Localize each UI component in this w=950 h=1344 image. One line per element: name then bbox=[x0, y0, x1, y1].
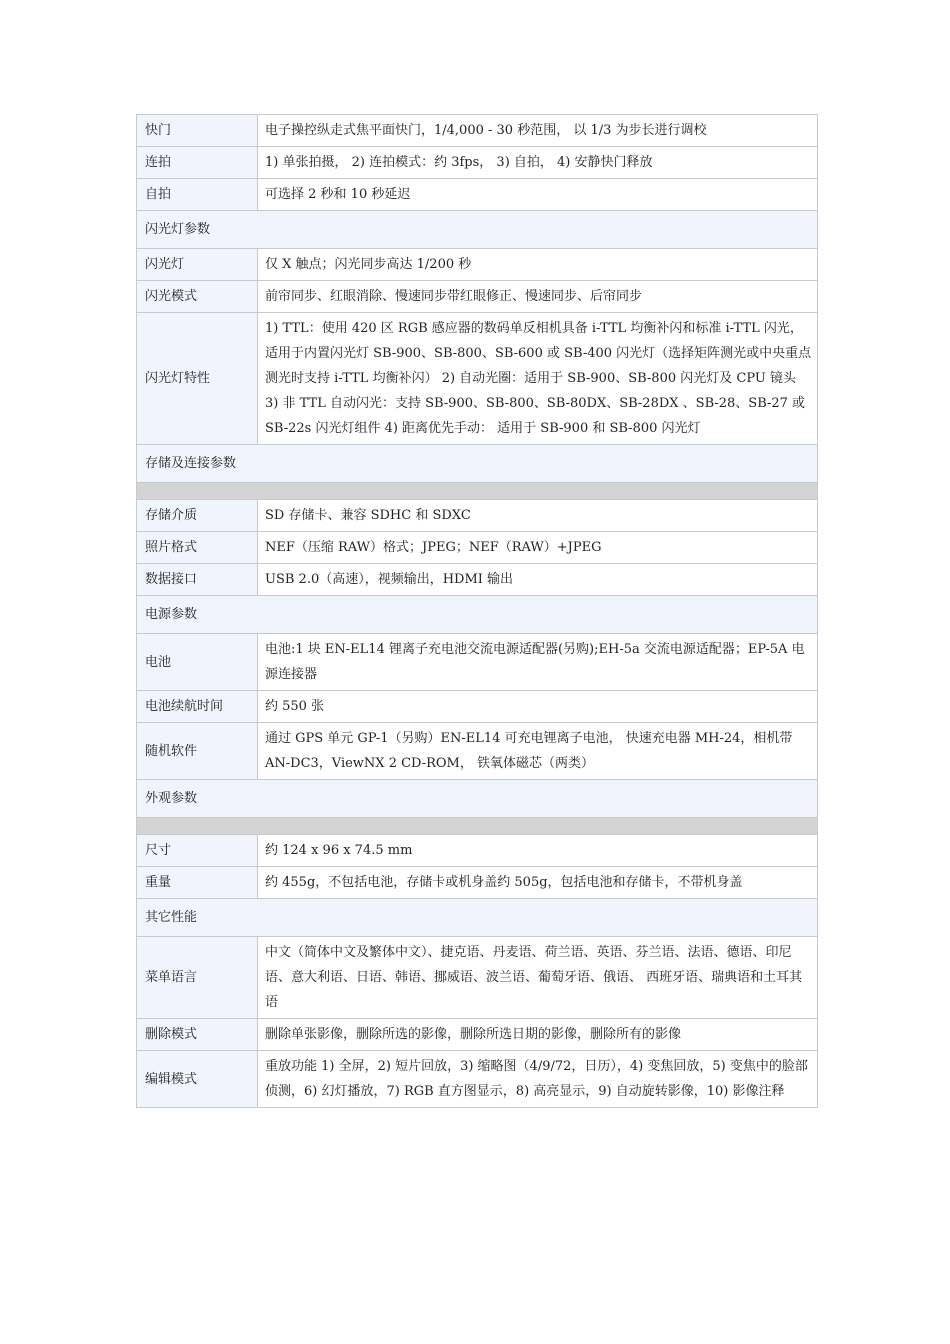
spec-row bbox=[137, 115, 818, 147]
spec-row bbox=[137, 1051, 818, 1108]
spec-row bbox=[137, 867, 818, 899]
spec-label: 连拍 bbox=[137, 147, 258, 179]
spec-row bbox=[137, 634, 818, 691]
spec-label: 快门 bbox=[137, 115, 258, 147]
spec-row bbox=[137, 532, 818, 564]
spec-row bbox=[137, 1019, 818, 1051]
spacer-cell bbox=[137, 818, 818, 835]
spec-label: 重量 bbox=[137, 867, 258, 899]
spec-table bbox=[136, 114, 818, 1108]
spec-value: 可选择 2 秒和 10 秒延迟 bbox=[258, 179, 818, 211]
spec-value: 约 455g，不包括电池，存储卡或机身盖约 505g，包括电池和存储卡，不带机身盖 bbox=[258, 867, 818, 899]
section-header: 电源参数 bbox=[137, 596, 818, 634]
spec-label: 存储介质 bbox=[137, 500, 258, 532]
spec-value: 重放功能 1) 全屏，2) 短片回放，3) 缩略图（4/9/72，日历），4) 变焦回放，5) 变焦中的脸部侦测，6) 幻灯播放，7) RGB 直方图显示，8) 高亮显示，9) 自动旋转影像，10) 影像注释 bbox=[258, 1051, 818, 1108]
spec-row bbox=[137, 564, 818, 596]
spec-label: 电池 bbox=[137, 634, 258, 691]
section-header-row bbox=[137, 596, 818, 634]
section-header-row bbox=[137, 445, 818, 483]
spec-row bbox=[137, 281, 818, 313]
spec-value: 通过 GPS 单元 GP-1（另购）EN-EL14 可充电锂离子电池， 快速充电器 MH-24，相机带 AN-DC3，ViewNX 2 CD-ROM， 铁氧体磁芯（两类） bbox=[258, 723, 818, 780]
spec-row bbox=[137, 937, 818, 1019]
spec-value: 仅 X 触点；闪光同步高达 1/200 秒 bbox=[258, 249, 818, 281]
spec-row bbox=[137, 500, 818, 532]
spacer-row bbox=[137, 483, 818, 500]
section-header-row bbox=[137, 780, 818, 818]
spec-value: SD 存储卡、兼容 SDHC 和 SDXC bbox=[258, 500, 818, 532]
spec-label: 尺寸 bbox=[137, 835, 258, 867]
spec-value: 1) TTL：使用 420 区 RGB 感应器的数码单反相机具备 i-TTL 均衡补闪和标准 i-TTL 闪光，适用于内置闪光灯 SB-900、SB-800、SB-600 或 SB-400 闪光灯（选择矩阵测光或中央重点测光时支持 i-TTL 均衡补闪） 2) 自动光圈：适用于 SB-900、SB-800 闪光灯及 CPU 镜头 3) 非 TTL 自动闪光：支持 SB-900、SB-800、SB-80DX、SB-28DX 、SB-28、SB-27 或 SB-22s 闪光灯组件 4) 距离优先手动： 适用于 SB-900 和 SB-800 闪光灯 bbox=[258, 313, 818, 445]
spacer-row bbox=[137, 818, 818, 835]
spec-value: 中文（简体中文及繁体中文）、捷克语、丹麦语、荷兰语、英语、芬兰语、法语、德语、印尼语、意大利语、日语、韩语、挪威语、波兰语、葡萄牙语、俄语、 西班牙语、瑞典语和土耳其语 bbox=[258, 937, 818, 1019]
spec-value: 1) 单张拍摄， 2) 连拍模式：约 3fps， 3) 自拍， 4) 安静快门释放 bbox=[258, 147, 818, 179]
spec-row bbox=[137, 835, 818, 867]
spec-row bbox=[137, 179, 818, 211]
spec-label: 数据接口 bbox=[137, 564, 258, 596]
section-header: 其它性能 bbox=[137, 899, 818, 937]
spec-label: 闪光模式 bbox=[137, 281, 258, 313]
spec-label: 删除模式 bbox=[137, 1019, 258, 1051]
section-header-row bbox=[137, 211, 818, 249]
spec-label: 随机软件 bbox=[137, 723, 258, 780]
spec-label: 菜单语言 bbox=[137, 937, 258, 1019]
section-header: 外观参数 bbox=[137, 780, 818, 818]
spec-label: 自拍 bbox=[137, 179, 258, 211]
spec-row bbox=[137, 249, 818, 281]
spec-row bbox=[137, 723, 818, 780]
spec-label: 闪光灯特性 bbox=[137, 313, 258, 445]
section-header: 存储及连接参数 bbox=[137, 445, 818, 483]
spec-row bbox=[137, 691, 818, 723]
spec-label: 照片格式 bbox=[137, 532, 258, 564]
spec-row bbox=[137, 313, 818, 445]
spec-row bbox=[137, 147, 818, 179]
spec-value: NEF（压缩 RAW）格式；JPEG；NEF（RAW）+JPEG bbox=[258, 532, 818, 564]
section-header: 闪光灯参数 bbox=[137, 211, 818, 249]
spec-label: 电池续航时间 bbox=[137, 691, 258, 723]
spec-value: 约 124 x 96 x 74.5 mm bbox=[258, 835, 818, 867]
spec-value: 约 550 张 bbox=[258, 691, 818, 723]
spec-label: 编辑模式 bbox=[137, 1051, 258, 1108]
spec-value: 电池:1 块 EN-EL14 锂离子充电池交流电源适配器(另购);EH-5a 交流电源适配器；EP-5A 电源连接器 bbox=[258, 634, 818, 691]
section-header-row bbox=[137, 899, 818, 937]
spec-value: 电子操控纵走式焦平面快门，1/4,000 - 30 秒范围， 以 1/3 为步长进行调校 bbox=[258, 115, 818, 147]
spec-value: USB 2.0（高速），视频输出，HDMI 输出 bbox=[258, 564, 818, 596]
spec-label: 闪光灯 bbox=[137, 249, 258, 281]
spacer-cell bbox=[137, 483, 818, 500]
spec-value: 删除单张影像，删除所选的影像，删除所选日期的影像，删除所有的影像 bbox=[258, 1019, 818, 1051]
spec-value: 前帘同步、红眼消除、慢速同步带红眼修正、慢速同步、后帘同步 bbox=[258, 281, 818, 313]
spec-table-body bbox=[137, 115, 818, 1108]
